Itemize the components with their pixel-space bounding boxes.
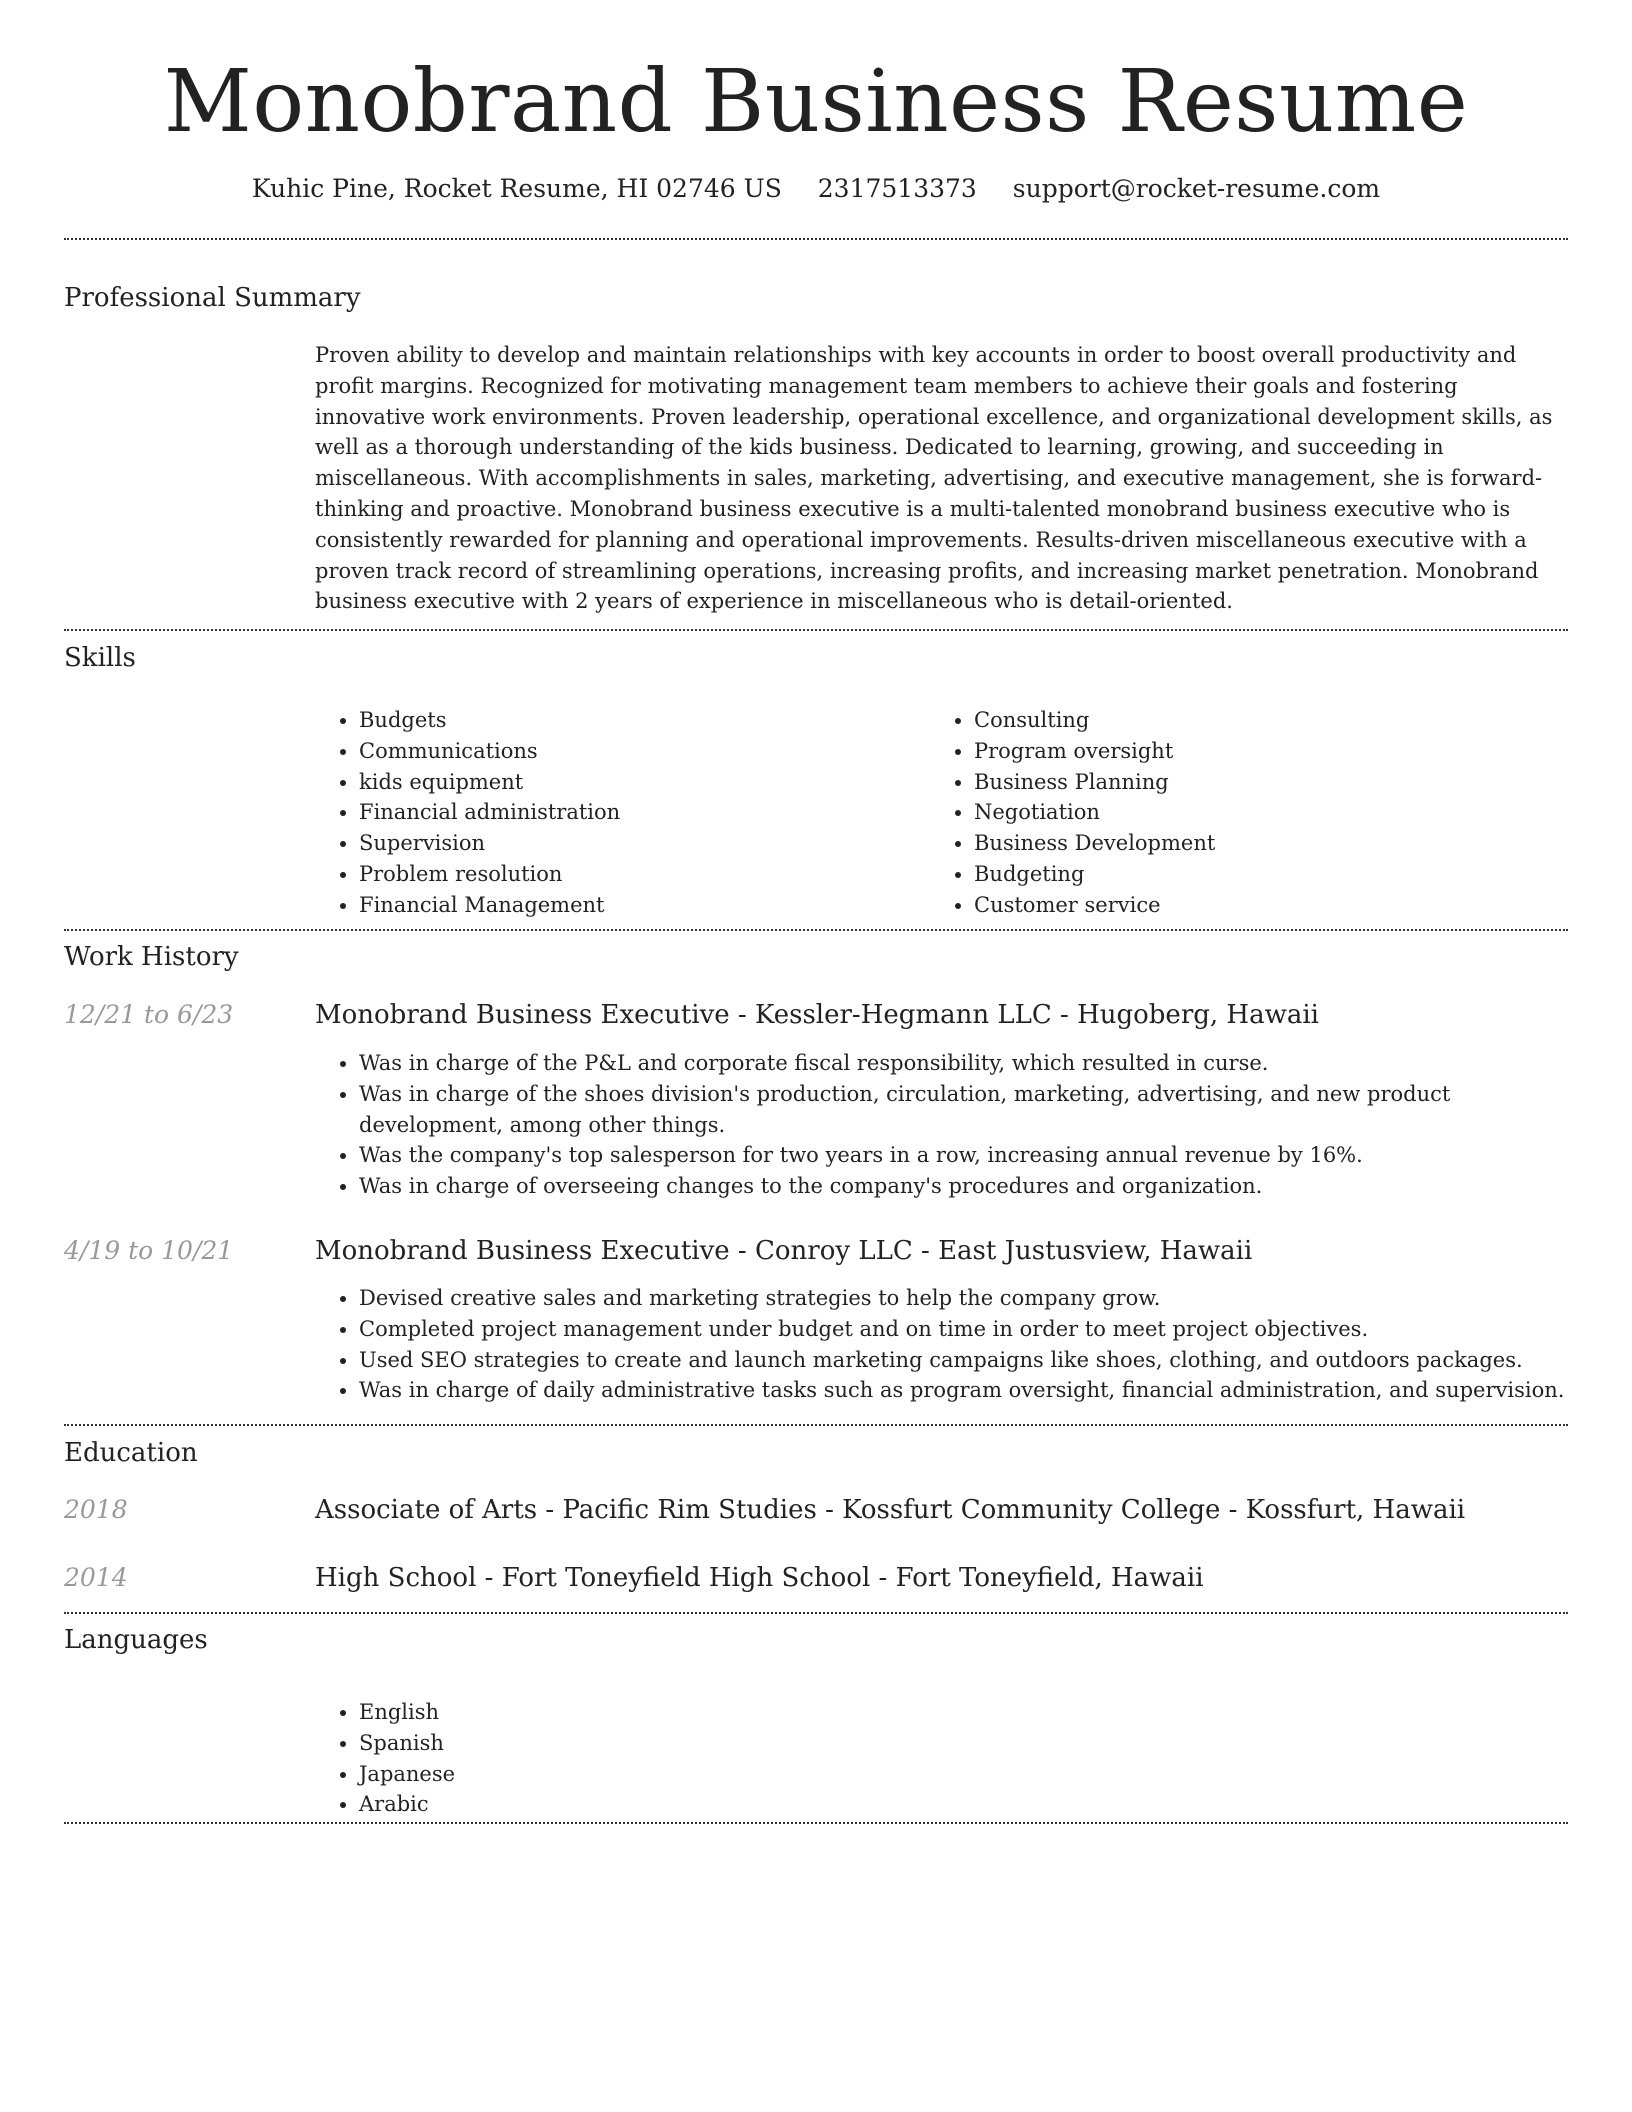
skills-column-left (315, 705, 875, 921)
education-year: 2018 (64, 1495, 128, 1524)
language-item: • English (359, 1697, 815, 1728)
education-school: Pacific Rim Studies - Kossfurt Community College - Kossfurt, Hawaii (562, 1495, 1466, 1525)
job-bullet: • Was in charge of daily administrative tasks such as program oversight, financial administration, and supervision. (359, 1375, 1575, 1406)
skill-item: • Business Planning (974, 767, 1490, 798)
job-heading (315, 1234, 1252, 1268)
job-dates: 12/21 to 6/23 (64, 1000, 234, 1029)
divider (64, 1424, 1568, 1426)
languages-bullets (315, 1697, 815, 1820)
section-title-summary: Professional Summary (64, 283, 361, 313)
education-heading (315, 1561, 1204, 1595)
skill-item: • Business Development (974, 828, 1490, 859)
skill-item: • Budgeting (974, 859, 1490, 890)
job-bullet-list (315, 1283, 1575, 1406)
resume-name: Monobrand Business Resume (163, 52, 1469, 152)
skill-item: • Financial Management (359, 890, 875, 921)
skill-item: • Supervision (359, 828, 875, 859)
job-company-location: Conroy LLC - East Justusview, Hawaii (755, 1236, 1253, 1266)
job-bullet-list (315, 1048, 1575, 1202)
skill-item: • Consulting (974, 705, 1490, 736)
skill-item: • Customer service (974, 890, 1490, 921)
summary-text: Proven ability to develop and maintain relationships with key accounts in order to boost overall productivity and profit margins. Recognized for motivating management team members to achieve their goals and fostering innovative work environments. Proven leadership, operational excellence, and organizational development skills, as well as a thorough understanding of the kids business. Dedicated to learning, growing, and succeeding in miscellaneous. With accomplishments in sales, marketing, advertising, and executive management, she is forward-thinking and proactive. Monobrand business executive is a multi-talented monobrand business executive who is consistently rewarded for planning and operational improvements. Results-driven miscellaneous executive with a proven track record of streamlining operations, increasing profits, and increasing market penetration. Monobrand business executive with 2 years of experience in miscellaneous who is detail-oriented. (315, 343, 1553, 614)
heading-separator: - (729, 1000, 755, 1030)
divider (64, 929, 1568, 931)
job-bullet: • Used SEO strategies to create and launch marketing campaigns like shoes, clothing, and outdoors packages. (359, 1345, 1575, 1376)
education-degree: High School (315, 1563, 477, 1593)
skill-item: • Financial administration (359, 797, 875, 828)
job-bullet: • Was in charge of the P&L and corporate fiscal responsibility, which resulted in curse. (359, 1048, 1575, 1079)
skills-list-left (315, 705, 875, 921)
divider (64, 1822, 1568, 1824)
contact-email: support@rocket-resume.com (1012, 174, 1381, 203)
skill-item: • Program oversight (974, 736, 1490, 767)
job-bullet: • Devised creative sales and marketing strategies to help the company grow. (359, 1283, 1575, 1314)
job-bullets (315, 1048, 1575, 1202)
heading-separator: - (476, 1563, 502, 1593)
education-year: 2014 (64, 1563, 128, 1592)
skills-column-right (930, 705, 1490, 921)
language-item: • Japanese (359, 1759, 815, 1790)
skill-item: • Communications (359, 736, 875, 767)
section-title-languages: Languages (64, 1625, 208, 1655)
section-title-education: Education (64, 1438, 198, 1468)
skill-item: • kids equipment (359, 767, 875, 798)
job-bullet: • Was in charge of overseeing changes to the company's procedures and organization. (359, 1171, 1575, 1202)
job-bullet: • Was in charge of the shoes division's production, circulation, marketing, advertising, and new product development, among other things. (359, 1079, 1575, 1141)
contact-address: Kuhic Pine, Rocket Resume, HI 02746 US (251, 174, 782, 203)
heading-separator: - (537, 1495, 563, 1525)
job-dates: 4/19 to 10/21 (64, 1236, 234, 1265)
job-role: Monobrand Business Executive (315, 1000, 730, 1030)
contact-phone: 2317513373 (817, 174, 977, 203)
languages-list (315, 1697, 815, 1820)
education-degree: Associate of Arts (315, 1495, 538, 1525)
section-title-skills: Skills (64, 643, 136, 673)
skill-item: • Negotiation (974, 797, 1490, 828)
divider (64, 629, 1568, 631)
job-heading (315, 998, 1319, 1032)
job-bullets (315, 1283, 1575, 1406)
job-bullet: • Was the company's top salesperson for two years in a row, increasing annual revenue by 16%. (359, 1140, 1575, 1171)
skill-item: • Problem resolution (359, 859, 875, 890)
skill-item: • Budgets (359, 705, 875, 736)
divider (64, 1612, 1568, 1614)
job-company-location: Kessler-Hegmann LLC - Hugoberg, Hawaii (755, 1000, 1319, 1030)
section-title-work: Work History (64, 942, 239, 972)
language-item: • Arabic (359, 1789, 815, 1820)
heading-separator: - (729, 1236, 755, 1266)
education-school: Fort Toneyfield High School - Fort Toneyfield, Hawaii (501, 1563, 1204, 1593)
job-bullet: • Completed project management under budget and on time in order to meet project objectives. (359, 1314, 1575, 1345)
contact-line (0, 172, 1632, 206)
education-heading (315, 1493, 1465, 1527)
divider (64, 238, 1568, 240)
job-role: Monobrand Business Executive (315, 1236, 730, 1266)
language-item: • Spanish (359, 1728, 815, 1759)
skills-list-right (930, 705, 1490, 921)
